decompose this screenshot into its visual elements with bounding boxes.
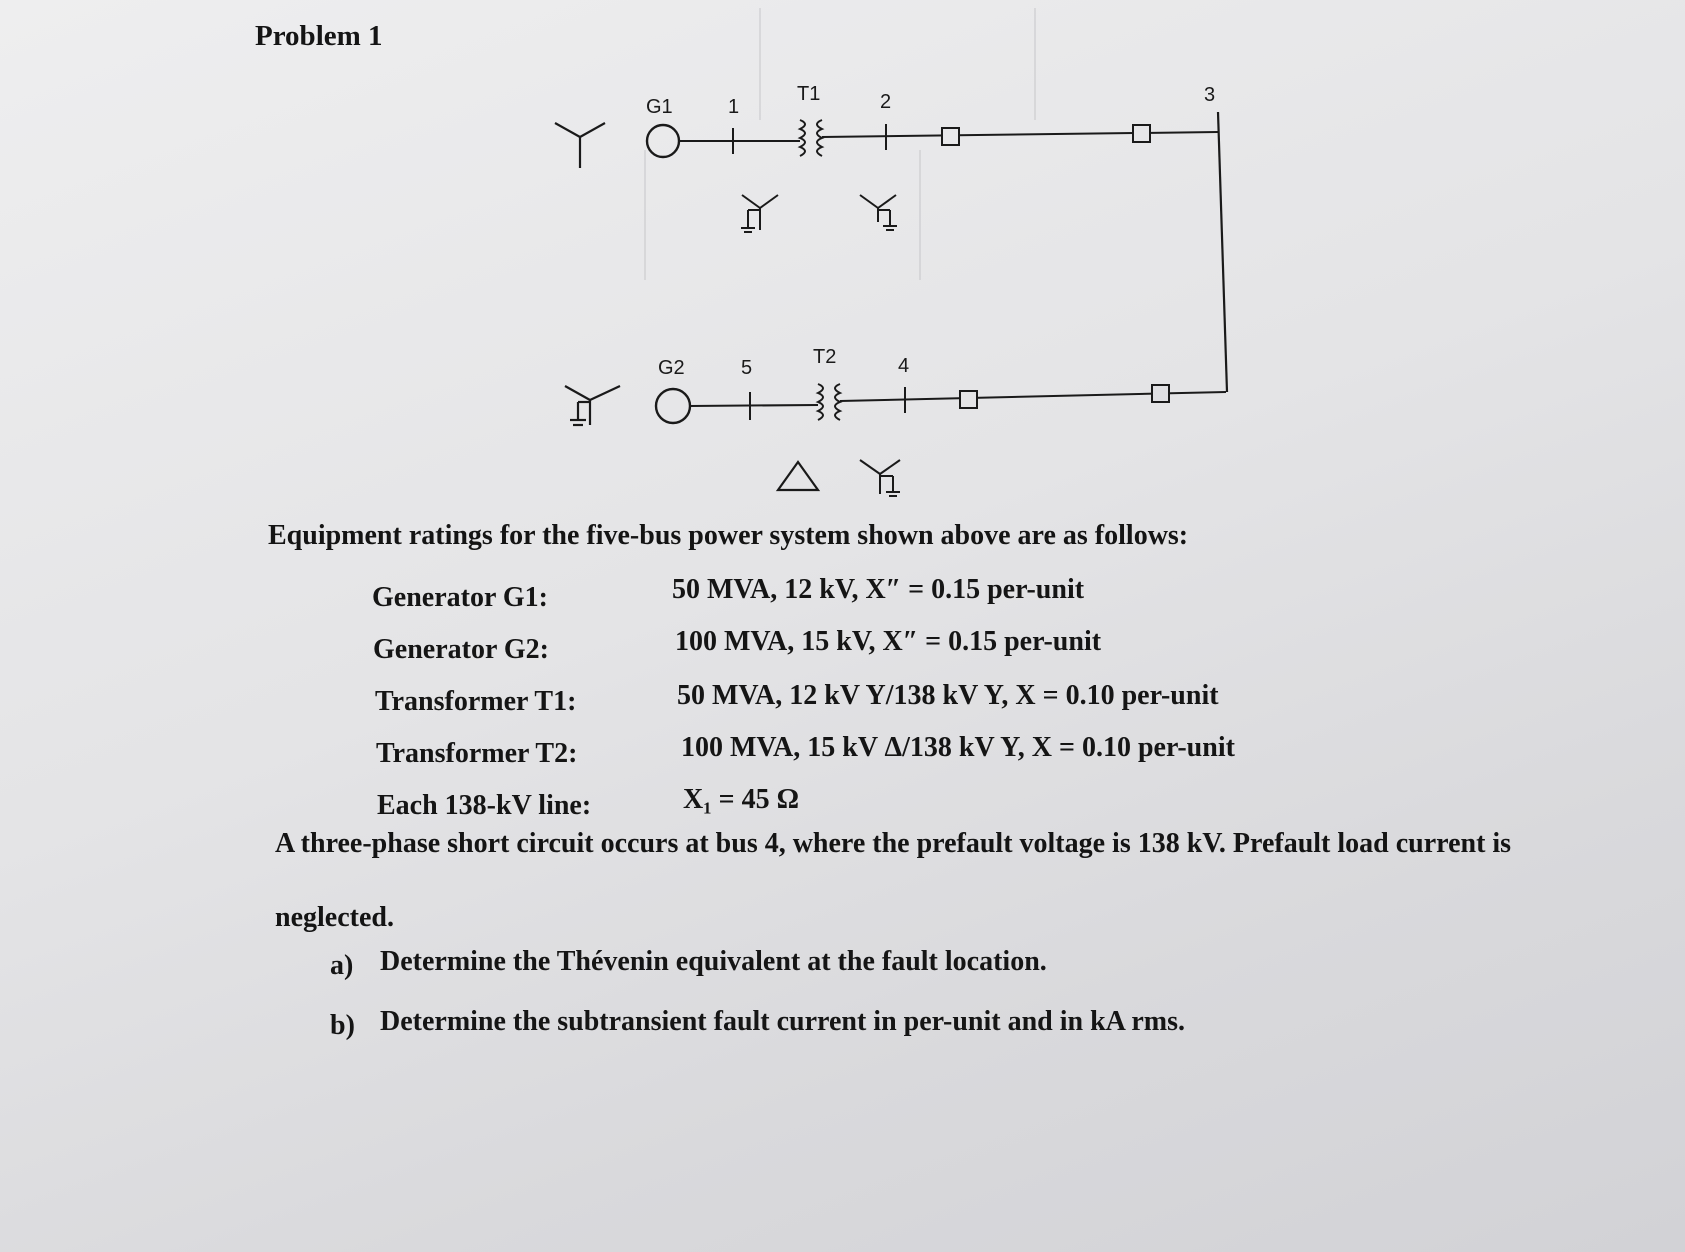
bus-3-label: 3 [1204, 84, 1216, 106]
question-item [330, 1006, 1230, 1046]
bus-5-label: 5 [741, 357, 753, 379]
rating-row [377, 784, 1277, 824]
rating-value: X₁ = 45 Ω [683, 784, 799, 815]
breaker-line-2-3-a [942, 128, 959, 145]
bus-2-label: 2 [880, 91, 892, 113]
question-letter: b) [330, 1010, 355, 1041]
question-text: Determine the Thévenin equivalent at the fault location. [380, 946, 1047, 977]
rating-label: Transformer T2: [376, 738, 578, 769]
rating-value: 50 MVA, 12 kV, X″ = 0.15 per-unit [672, 574, 1085, 605]
bus-4-label: 4 [898, 355, 910, 377]
rating-row [375, 680, 1275, 720]
t1-low-side-wye-grounded-symbol [741, 195, 778, 232]
rating-value: 100 MVA, 15 kV Δ/138 kV Y, X = 0.10 per-unit [681, 732, 1235, 763]
g2-to-bus5-line [690, 405, 818, 406]
rating-label: Transformer T1: [375, 686, 577, 717]
question-item [330, 946, 1230, 986]
breaker-line-4-3-a [960, 391, 977, 408]
rating-row [372, 574, 1272, 616]
bus-1-label: 1 [728, 96, 740, 118]
problem-statement-line2: neglected. [275, 902, 394, 933]
bleed-through-marks [645, 8, 1035, 280]
rating-label: Each 138-kV line: [377, 790, 592, 821]
t1-high-side-wye-grounded-symbol [860, 195, 897, 230]
t1-to-bus3-line [822, 132, 1218, 137]
rating-value: 50 MVA, 12 kV Y/138 kV Y, X = 0.10 per-unit [677, 680, 1219, 711]
problem-statement-line1: A three-phase short circuit occurs at bus 4, where the prefault voltage is 138 kV. Prefault load current is [275, 828, 1512, 859]
breaker-line-2-3-b [1133, 125, 1150, 142]
one-line-diagram [0, 0, 1685, 520]
t2-transformer-symbol [818, 384, 840, 420]
g1-generator-symbol [647, 125, 679, 157]
g2-label: G2 [658, 357, 685, 379]
g1-label: G1 [646, 96, 673, 118]
t1-label: T1 [797, 83, 821, 105]
question-text: Determine the subtransient fault current in per-unit and in kA rms. [380, 1006, 1185, 1037]
t2-high-side-wye-grounded-symbol [860, 460, 900, 496]
t2-low-side-delta-symbol [778, 462, 818, 490]
rating-row [376, 732, 1276, 772]
t1-transformer-symbol [800, 120, 822, 156]
question-letter: a) [330, 950, 354, 981]
problem-title: Problem 1 [255, 20, 383, 52]
intro-text: Equipment ratings for the five-bus power system shown above are as follows: [268, 520, 1189, 551]
rating-row [373, 626, 1273, 668]
breaker-line-4-3-b [1152, 385, 1169, 402]
rating-label: Generator G2: [373, 634, 549, 665]
t2-label: T2 [813, 346, 837, 368]
g1-wye-symbol [555, 123, 605, 168]
g2-wye-grounded-symbol [565, 386, 620, 425]
g2-generator-symbol [656, 389, 690, 423]
rating-value: 100 MVA, 15 kV, X″ = 0.15 per-unit [675, 626, 1102, 657]
bus-3-bar [1218, 112, 1227, 392]
rating-label: Generator G1: [372, 582, 548, 613]
